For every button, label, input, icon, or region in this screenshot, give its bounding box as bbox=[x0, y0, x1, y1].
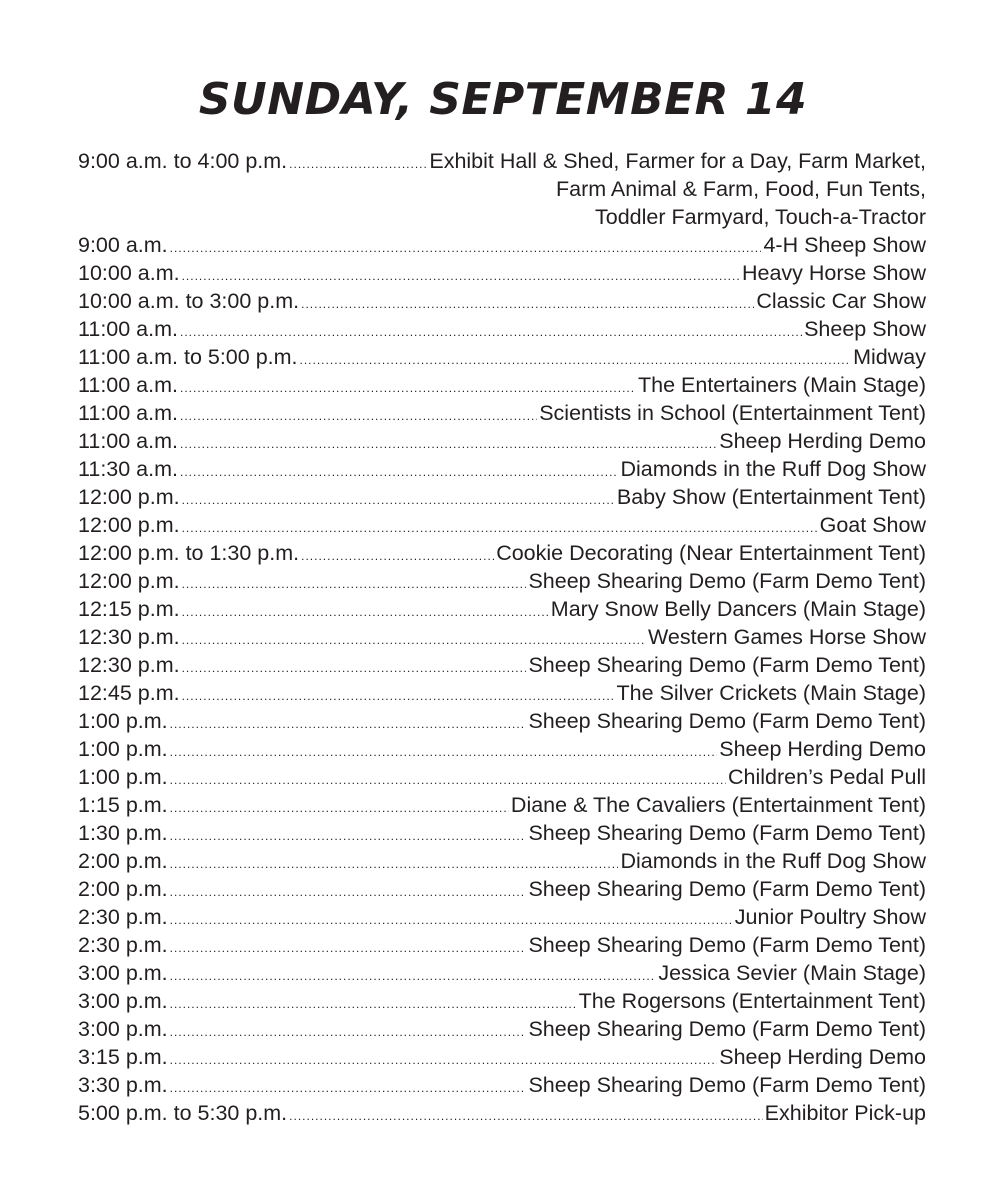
event-name: Diane & The Cavaliers (Entertainment Tent) bbox=[510, 793, 926, 817]
event-name: Children’s Pedal Pull bbox=[728, 765, 926, 789]
schedule-row bbox=[78, 595, 926, 623]
event-name: Western Games Horse Show bbox=[647, 625, 926, 649]
schedule-row bbox=[78, 231, 926, 259]
event-time: 3:30 p.m. bbox=[78, 1073, 168, 1097]
event-name: The Silver Crickets (Main Stage) bbox=[616, 681, 926, 705]
schedule-row bbox=[78, 343, 926, 371]
dot-leader bbox=[170, 934, 527, 962]
event-time: 11:00 a.m. bbox=[78, 373, 178, 397]
dot-leader bbox=[301, 542, 494, 570]
event-time: 11:30 a.m. bbox=[78, 457, 178, 481]
schedule-row bbox=[78, 763, 926, 791]
schedule-row bbox=[78, 511, 926, 539]
schedule-row bbox=[78, 399, 926, 427]
schedule-row bbox=[78, 259, 926, 287]
dot-leader bbox=[300, 346, 852, 374]
schedule-row bbox=[78, 931, 926, 959]
event-time: 3:00 p.m. bbox=[78, 961, 168, 985]
schedule-row bbox=[78, 539, 926, 567]
dot-leader bbox=[170, 766, 726, 794]
dot-leader bbox=[182, 598, 549, 626]
schedule-list bbox=[78, 147, 926, 1127]
event-time: 10:00 a.m. to 3:00 p.m. bbox=[78, 289, 300, 313]
schedule-row bbox=[78, 735, 926, 763]
event-name: Sheep Shearing Demo (Farm Demo Tent) bbox=[528, 709, 926, 733]
event-time: 1:15 p.m. bbox=[78, 793, 168, 817]
dot-leader bbox=[170, 794, 509, 822]
event-time: 5:00 p.m. to 5:30 p.m. bbox=[78, 1101, 288, 1125]
event-time: 2:30 p.m. bbox=[78, 933, 168, 957]
event-name: Junior Poultry Show bbox=[734, 905, 926, 929]
event-time: 1:00 p.m. bbox=[78, 765, 168, 789]
schedule-row bbox=[78, 371, 926, 399]
schedule-row bbox=[78, 1071, 926, 1099]
schedule-row bbox=[78, 959, 926, 987]
event-time: 1:00 p.m. bbox=[78, 737, 168, 761]
dot-leader bbox=[182, 570, 527, 598]
schedule-row bbox=[78, 455, 926, 483]
dot-leader bbox=[182, 654, 527, 682]
dot-leader bbox=[180, 374, 636, 402]
schedule-row bbox=[78, 987, 926, 1015]
event-name: Sheep Shearing Demo (Farm Demo Tent) bbox=[528, 569, 926, 593]
event-name: Sheep Herding Demo bbox=[719, 737, 926, 761]
event-name: Diamonds in the Ruff Dog Show bbox=[620, 849, 926, 873]
event-time: 11:00 a.m. to 5:00 p.m. bbox=[78, 345, 298, 369]
event-time: 3:00 p.m. bbox=[78, 989, 168, 1013]
event-name: Sheep Shearing Demo (Farm Demo Tent) bbox=[528, 1073, 926, 1097]
event-time: 1:00 p.m. bbox=[78, 709, 168, 733]
schedule-row bbox=[78, 707, 926, 735]
event-name: Mary Snow Belly Dancers (Main Stage) bbox=[550, 597, 926, 621]
event-time: 12:00 p.m. bbox=[78, 513, 180, 537]
schedule-row bbox=[78, 315, 926, 343]
event-name: Goat Show bbox=[819, 513, 926, 537]
schedule-row bbox=[78, 847, 926, 875]
schedule-row bbox=[78, 623, 926, 651]
event-time: 3:00 p.m. bbox=[78, 1017, 168, 1041]
event-time: 2:00 p.m. bbox=[78, 849, 168, 873]
event-name: Diamonds in the Ruff Dog Show bbox=[620, 457, 926, 481]
dot-leader bbox=[180, 430, 717, 458]
event-time: 12:30 p.m. bbox=[78, 625, 180, 649]
dot-leader bbox=[170, 822, 527, 850]
event-name: Sheep Shearing Demo (Farm Demo Tent) bbox=[528, 821, 926, 845]
schedule-row bbox=[78, 819, 926, 847]
dot-leader bbox=[182, 262, 740, 290]
dot-leader bbox=[170, 906, 733, 934]
dot-leader bbox=[170, 1046, 718, 1074]
event-time: 3:15 p.m. bbox=[78, 1045, 168, 1069]
event-time: 12:45 p.m. bbox=[78, 681, 180, 705]
event-name-continuation: Farm Animal & Farm, Food, Fun Tents, bbox=[555, 177, 926, 201]
event-name: Sheep Shearing Demo (Farm Demo Tent) bbox=[528, 877, 926, 901]
event-name: Sheep Herding Demo bbox=[719, 429, 926, 453]
event-time: 1:30 p.m. bbox=[78, 821, 168, 845]
dot-leader bbox=[182, 486, 615, 514]
dot-leader bbox=[182, 514, 818, 542]
page-title: SUNDAY, SEPTEMBER 14 bbox=[198, 74, 808, 125]
schedule-row bbox=[78, 1099, 926, 1127]
dot-leader bbox=[170, 710, 527, 738]
dot-leader bbox=[170, 234, 762, 262]
schedule-row bbox=[78, 903, 926, 931]
event-time: 9:00 a.m. to 4:00 p.m. bbox=[78, 149, 288, 173]
event-name: 4-H Sheep Show bbox=[763, 233, 926, 257]
dot-leader bbox=[301, 290, 754, 318]
event-time: 11:00 a.m. bbox=[78, 401, 178, 425]
event-name: Sheep Shearing Demo (Farm Demo Tent) bbox=[528, 653, 926, 677]
event-name: Heavy Horse Show bbox=[741, 261, 926, 285]
dot-leader bbox=[182, 626, 646, 654]
dot-leader bbox=[170, 1018, 527, 1046]
event-time: 10:00 a.m. bbox=[78, 261, 180, 285]
event-name: Cookie Decorating (Near Entertainment Tent) bbox=[496, 541, 926, 565]
event-name: Exhibitor Pick-up bbox=[764, 1101, 926, 1125]
schedule-row bbox=[78, 875, 926, 903]
schedule-row bbox=[78, 791, 926, 819]
dot-leader bbox=[182, 682, 615, 710]
schedule-row bbox=[78, 287, 926, 315]
event-name: Scientists in School (Entertainment Tent) bbox=[539, 401, 926, 425]
event-time: 12:30 p.m. bbox=[78, 653, 180, 677]
event-name: Baby Show (Entertainment Tent) bbox=[616, 485, 926, 509]
event-name-continuation: Toddler Farmyard, Touch-a-Tractor bbox=[595, 205, 926, 229]
dot-leader bbox=[170, 878, 527, 906]
dot-leader bbox=[180, 402, 537, 430]
event-name: Sheep Show bbox=[804, 317, 926, 341]
event-name: The Rogersons (Entertainment Tent) bbox=[578, 989, 926, 1013]
event-time: 12:00 p.m. to 1:30 p.m. bbox=[78, 541, 300, 565]
event-name: Classic Car Show bbox=[756, 289, 926, 313]
event-time: 12:00 p.m. bbox=[78, 569, 180, 593]
event-name: Midway bbox=[853, 345, 926, 369]
dot-leader bbox=[180, 458, 618, 486]
event-time: 11:00 a.m. bbox=[78, 317, 178, 341]
event-name: Sheep Shearing Demo (Farm Demo Tent) bbox=[528, 933, 926, 957]
dot-leader bbox=[180, 318, 802, 346]
schedule-row bbox=[78, 427, 926, 455]
dot-leader bbox=[289, 150, 427, 178]
schedule-row bbox=[78, 1043, 926, 1071]
event-time: 2:00 p.m. bbox=[78, 877, 168, 901]
event-time: 12:15 p.m. bbox=[78, 597, 180, 621]
event-name: Exhibit Hall & Shed, Farmer for a Day, Farm Market, bbox=[429, 149, 926, 173]
dot-leader bbox=[170, 962, 657, 990]
event-time: 9:00 a.m. bbox=[78, 233, 168, 257]
event-time: 12:00 p.m. bbox=[78, 485, 180, 509]
event-name: Jessica Sevier (Main Stage) bbox=[658, 961, 926, 985]
event-time: 2:30 p.m. bbox=[78, 905, 168, 929]
event-name: The Entertainers (Main Stage) bbox=[638, 373, 926, 397]
dot-leader bbox=[170, 850, 619, 878]
schedule-row bbox=[78, 483, 926, 511]
event-time: 11:00 a.m. bbox=[78, 429, 178, 453]
schedule-row bbox=[78, 1015, 926, 1043]
schedule-row bbox=[78, 567, 926, 595]
schedule-row bbox=[78, 651, 926, 679]
dot-leader bbox=[170, 1074, 527, 1102]
dot-leader bbox=[170, 738, 718, 766]
schedule-row bbox=[78, 679, 926, 707]
dot-leader bbox=[170, 990, 577, 1018]
dot-leader bbox=[289, 1102, 763, 1130]
event-name: Sheep Herding Demo bbox=[719, 1045, 926, 1069]
schedule-row bbox=[78, 147, 926, 175]
event-name: Sheep Shearing Demo (Farm Demo Tent) bbox=[528, 1017, 926, 1041]
